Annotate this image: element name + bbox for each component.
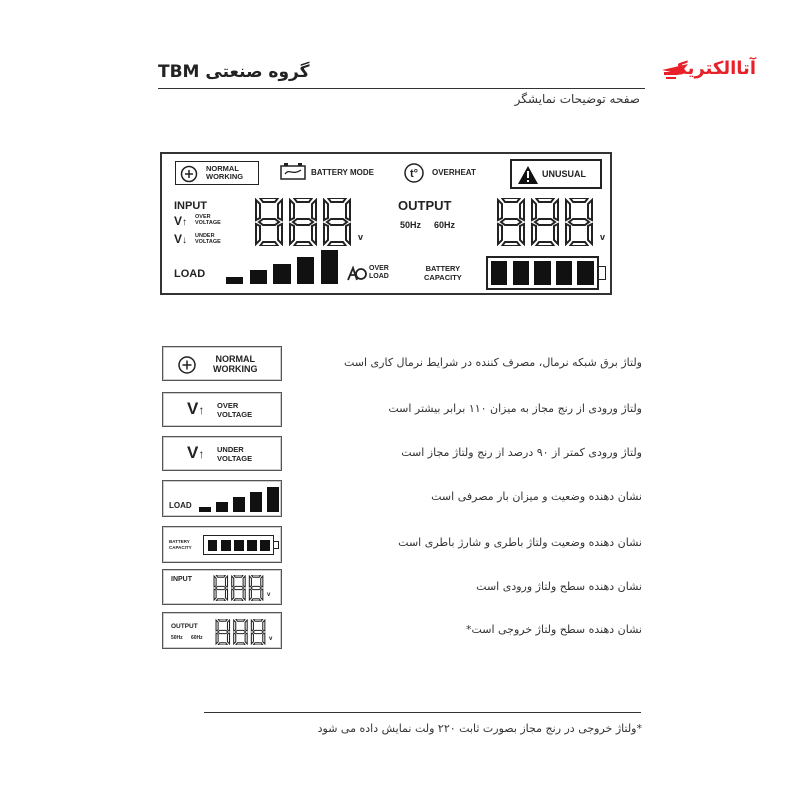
overheat-icon xyxy=(403,162,425,184)
legend-normal-working-icon xyxy=(162,346,282,381)
overload-icon xyxy=(346,264,368,282)
load-bars xyxy=(226,250,338,284)
legend-output-voltage-icon xyxy=(162,612,282,649)
warning-icon xyxy=(517,165,539,185)
page-subtitle: صفحه توضیحات نمایشگر xyxy=(514,92,640,106)
legend-under-label: UNDER xyxy=(217,445,244,454)
battery-cell xyxy=(577,261,593,285)
legend-desc-over-voltage: ولتاژ ورودی از رنج مجاز به میزان ۱۱۰ برابر بیشتر است xyxy=(388,402,642,415)
working-label: WORKING xyxy=(206,172,244,181)
legend-input-unit: v xyxy=(267,592,271,598)
under-voltage-icon: V↓ xyxy=(174,232,188,246)
legend-hz60-label: 60Hz xyxy=(191,635,203,641)
hz50-label: 50Hz xyxy=(400,220,422,230)
legend-working-label: WORKING xyxy=(213,364,258,374)
legend-desc-normal: ولتاژ برق شبکه نرمال، مصرف کننده در شرایط نرمال کاری است xyxy=(343,356,642,369)
output-voltage-digits xyxy=(496,198,600,246)
voltage-label-1: VOLTAGE xyxy=(195,220,221,226)
load-bar xyxy=(233,497,245,512)
lcd-display-panel xyxy=(160,152,612,295)
legend-voltage-label: VOLTAGE xyxy=(217,410,253,419)
normal-working-indicator xyxy=(175,161,259,185)
header-divider xyxy=(158,88,645,89)
load-bar xyxy=(321,250,338,284)
load-bar xyxy=(216,502,228,512)
unusual-indicator xyxy=(510,159,602,189)
svg-text:t°: t° xyxy=(409,168,419,180)
battery-mode-icon xyxy=(279,162,309,182)
battery-cell xyxy=(208,540,218,551)
output-label: OUTPUT xyxy=(398,198,452,213)
overload-over-label: OVER xyxy=(369,265,389,272)
normal-label: NORMAL xyxy=(206,164,239,173)
legend-hz50-label: 50Hz xyxy=(171,635,183,641)
legend-capacity-label: CAPACITY xyxy=(169,545,192,550)
battery-cell xyxy=(491,261,507,285)
load-bar xyxy=(273,264,290,284)
legend-input-label: INPUT xyxy=(171,576,192,583)
battery-cell xyxy=(556,261,572,285)
battery-capacity-gauge xyxy=(486,256,606,290)
legend-desc-output: نشان دهنده سطح ولتاژ خروجی است* xyxy=(465,623,642,636)
brand-title: گروه صنعتی TBM xyxy=(158,62,310,82)
legend-output-digits xyxy=(215,619,269,645)
legend-battery-icon xyxy=(162,526,282,563)
legend-normal-label: NORMAL xyxy=(215,354,255,364)
brand-logo xyxy=(658,50,758,82)
load-bar xyxy=(250,270,267,284)
input-volt-unit: v xyxy=(358,232,364,242)
battery-label: BATTERY xyxy=(425,264,461,273)
footnote: *ولتاژ خروجی در رنج مجاز بصورت ثابت ۲۲۰ ولت نمایش داده می شود xyxy=(317,722,642,735)
legend-load-label: LOAD xyxy=(169,501,192,510)
overheat-label: OVERHEAT xyxy=(432,168,476,177)
battery-cell xyxy=(234,540,244,551)
legend-over-voltage-icon: V↑ OVER VOLTAGE xyxy=(162,392,282,427)
battery-cell xyxy=(513,261,529,285)
logo-text: آتاالکتریک xyxy=(669,58,756,79)
battery-tip xyxy=(274,541,279,549)
battery-mode-label: BATTERY MODE xyxy=(311,168,374,177)
output-volt-unit: v xyxy=(600,232,606,242)
capacity-label: CAPACITY xyxy=(424,273,462,282)
hz60-label: 60Hz xyxy=(434,220,456,230)
legend-input-digits xyxy=(213,575,267,601)
load-label: LOAD xyxy=(174,268,206,280)
legend-desc-under-voltage: ولتاژ ورودی کمتر از ۹۰ درصد از رنج ولتاژ مجاز است xyxy=(401,446,642,459)
load-bar xyxy=(226,277,243,284)
battery-cell xyxy=(247,540,257,551)
legend-voltage-label-2: VOLTAGE xyxy=(217,454,253,463)
over-voltage-icon: V↑ xyxy=(174,214,188,228)
footer-divider xyxy=(204,712,641,713)
battery-tip xyxy=(599,266,606,280)
plus-icon xyxy=(177,355,197,375)
battery-cell xyxy=(260,540,270,551)
overload-load-label: LOAD xyxy=(369,273,389,280)
legend-desc-battery: نشان دهنده وضعیت ولتاژ باطری و شارژ باطری است xyxy=(398,536,642,549)
legend-desc-load: نشان دهنده وضعیت و میزان بار مصرفی است xyxy=(431,490,642,503)
load-bar xyxy=(297,257,314,284)
legend-under-voltage-icon: V↑ UNDER VOLTAGE xyxy=(162,436,282,471)
legend-output-unit: v xyxy=(269,636,273,642)
legend-load-icon xyxy=(162,480,282,517)
voltage-label-2: VOLTAGE xyxy=(195,239,221,245)
load-bar xyxy=(250,492,262,512)
battery-cell xyxy=(534,261,550,285)
legend-output-label: OUTPUT xyxy=(171,623,198,630)
legend-battery-gauge xyxy=(203,535,279,555)
over-label: OVER xyxy=(195,214,211,220)
legend-battery-label: BATTERY xyxy=(169,539,190,544)
legend-load-bars xyxy=(199,487,279,512)
load-bar xyxy=(199,507,211,512)
legend-input-voltage-icon xyxy=(162,569,282,605)
input-label: INPUT xyxy=(174,200,207,212)
input-voltage-digits xyxy=(254,198,358,246)
load-bar xyxy=(267,487,279,512)
legend-desc-input: نشان دهنده سطح ولتاژ ورودی است xyxy=(476,580,642,593)
unusual-label: UNUSUAL xyxy=(542,169,586,179)
plus-icon xyxy=(180,165,198,183)
under-label: UNDER xyxy=(195,233,215,239)
legend-over-label: OVER xyxy=(217,401,239,410)
battery-cell xyxy=(221,540,231,551)
